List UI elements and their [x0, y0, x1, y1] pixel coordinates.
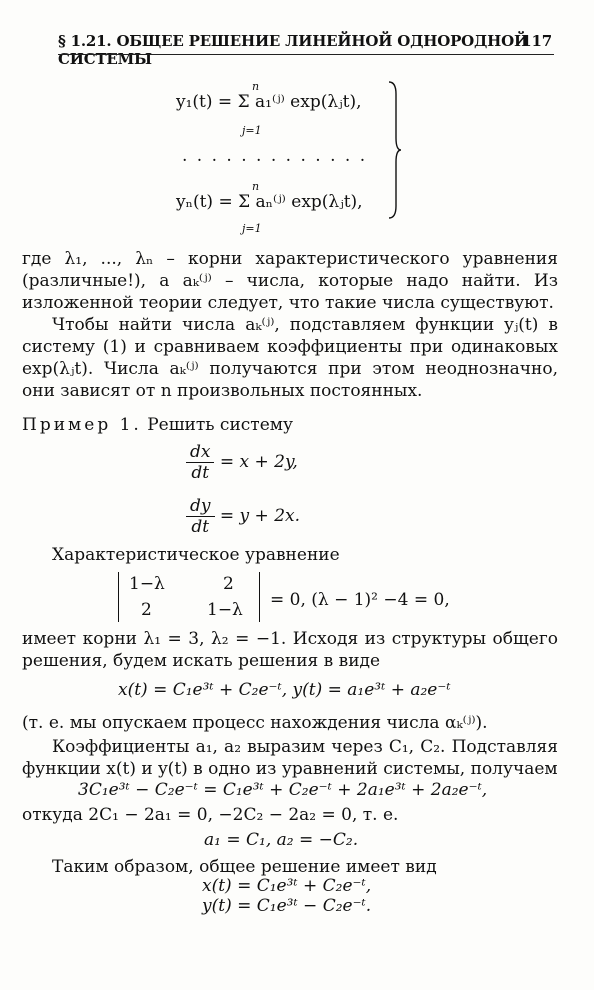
- sum-lower-n: j=1: [242, 222, 262, 235]
- example-label: Пример 1.: [22, 415, 142, 435]
- example-heading: [22, 414, 558, 436]
- paragraph-coefficients: Коэффициенты a₁, a₂ выразим через C₁, C₂. Подставляя функции x(t) и y(t) в одно из уравнений системы, получаем: [22, 737, 558, 779]
- header-rule: [58, 54, 554, 55]
- determinant: [118, 572, 260, 622]
- ode-rhs-2: = y + 2x.: [219, 506, 301, 526]
- solution-form: x(t) = C₁e³ᵗ + C₂e⁻ᵗ, y(t) = a₁e³ᵗ + a₂e⁻ᵗ: [118, 680, 451, 700]
- page-number: 117: [521, 32, 552, 50]
- det-a21: 2: [141, 600, 152, 620]
- det-rhs: = 0, (λ − 1)² −4 = 0,: [270, 590, 450, 610]
- paragraph-roots-found: имеет корни λ₁ = 3, λ₂ = −1. Исходя из структуры общего решения, будем искать решения в виде: [22, 629, 558, 671]
- fraction-dx-dt: [186, 442, 214, 483]
- general-solution-x: x(t) = C₁e³ᵗ + C₂e⁻ᵗ,: [202, 876, 372, 896]
- denominator: dt: [186, 516, 215, 537]
- paragraph-general-solution: Таким образом, общее решение имеет вид: [52, 857, 437, 877]
- substitution-eq: 3C₁e³ᵗ − C₂e⁻ᵗ = C₁e³ᵗ + C₂e⁻ᵗ + 2a₁e³ᵗ + 2a₂e⁻ᵗ,: [78, 780, 488, 800]
- paragraph-method: Чтобы найти числа aₖ⁽ʲ⁾, подставляем функции yⱼ(t) в систему (1) и сравниваем коэффициенты при одинаковых exp(λⱼt). Числа aₖ⁽ʲ⁾ получаются при этом неоднозначно, они зависят от n произвольных постоянных.: [22, 315, 558, 401]
- ode-2: [186, 496, 300, 537]
- det-a22: 1−λ: [207, 600, 243, 620]
- ode-1: [186, 442, 298, 483]
- solution-eq-n: yₙ(t) = Σ aₙ⁽ʲ⁾ exp(λⱼt),: [176, 192, 363, 212]
- fraction-dy-dt: [186, 496, 215, 537]
- det-a11: 1−λ: [129, 574, 165, 594]
- det-a12: 2: [223, 574, 234, 594]
- running-header: [58, 32, 552, 68]
- char-equation-label: Характеристическое уравнение: [52, 545, 340, 565]
- header-title: § 1.21. ОБЩЕЕ РЕШЕНИЕ ЛИНЕЙНОЙ ОДНОРОДНОЙ СИСТЕМЫ: [58, 32, 528, 68]
- sum-upper-1: n: [252, 80, 260, 93]
- denominator: dt: [186, 462, 214, 483]
- paragraph-whence: откуда 2C₁ − 2a₁ = 0, −2C₂ − 2a₂ = 0, т. е.: [22, 805, 399, 825]
- solution-eq-1: y₁(t) = Σ a₁⁽ʲ⁾ exp(λⱼt),: [176, 92, 362, 112]
- example-text: Решить систему: [147, 415, 293, 435]
- ellipsis-row: . . . . . . . . . . . . .: [182, 146, 368, 166]
- general-solution-y: y(t) = C₁e³ᵗ − C₂e⁻ᵗ.: [202, 896, 372, 916]
- right-brace: [388, 80, 402, 220]
- numerator: dx: [190, 442, 211, 462]
- sum-upper-n: n: [252, 180, 260, 193]
- paragraph-roots: где λ₁, ..., λₙ – корни характеристического уравнения (различные!), а aₖ⁽ʲ⁾ – числа, которые надо найти. Из изложенной теории следует, что такие числа существуют.: [22, 249, 558, 313]
- paragraph-note: (т. е. мы опускаем процесс нахождения числа αₖ⁽ʲ⁾).: [22, 713, 488, 733]
- numerator: dy: [190, 496, 211, 516]
- ode-rhs-1: = x + 2y,: [219, 452, 298, 472]
- coefficient-relations: a₁ = C₁, a₂ = −C₂.: [204, 830, 359, 850]
- sum-lower-1: j=1: [242, 124, 262, 137]
